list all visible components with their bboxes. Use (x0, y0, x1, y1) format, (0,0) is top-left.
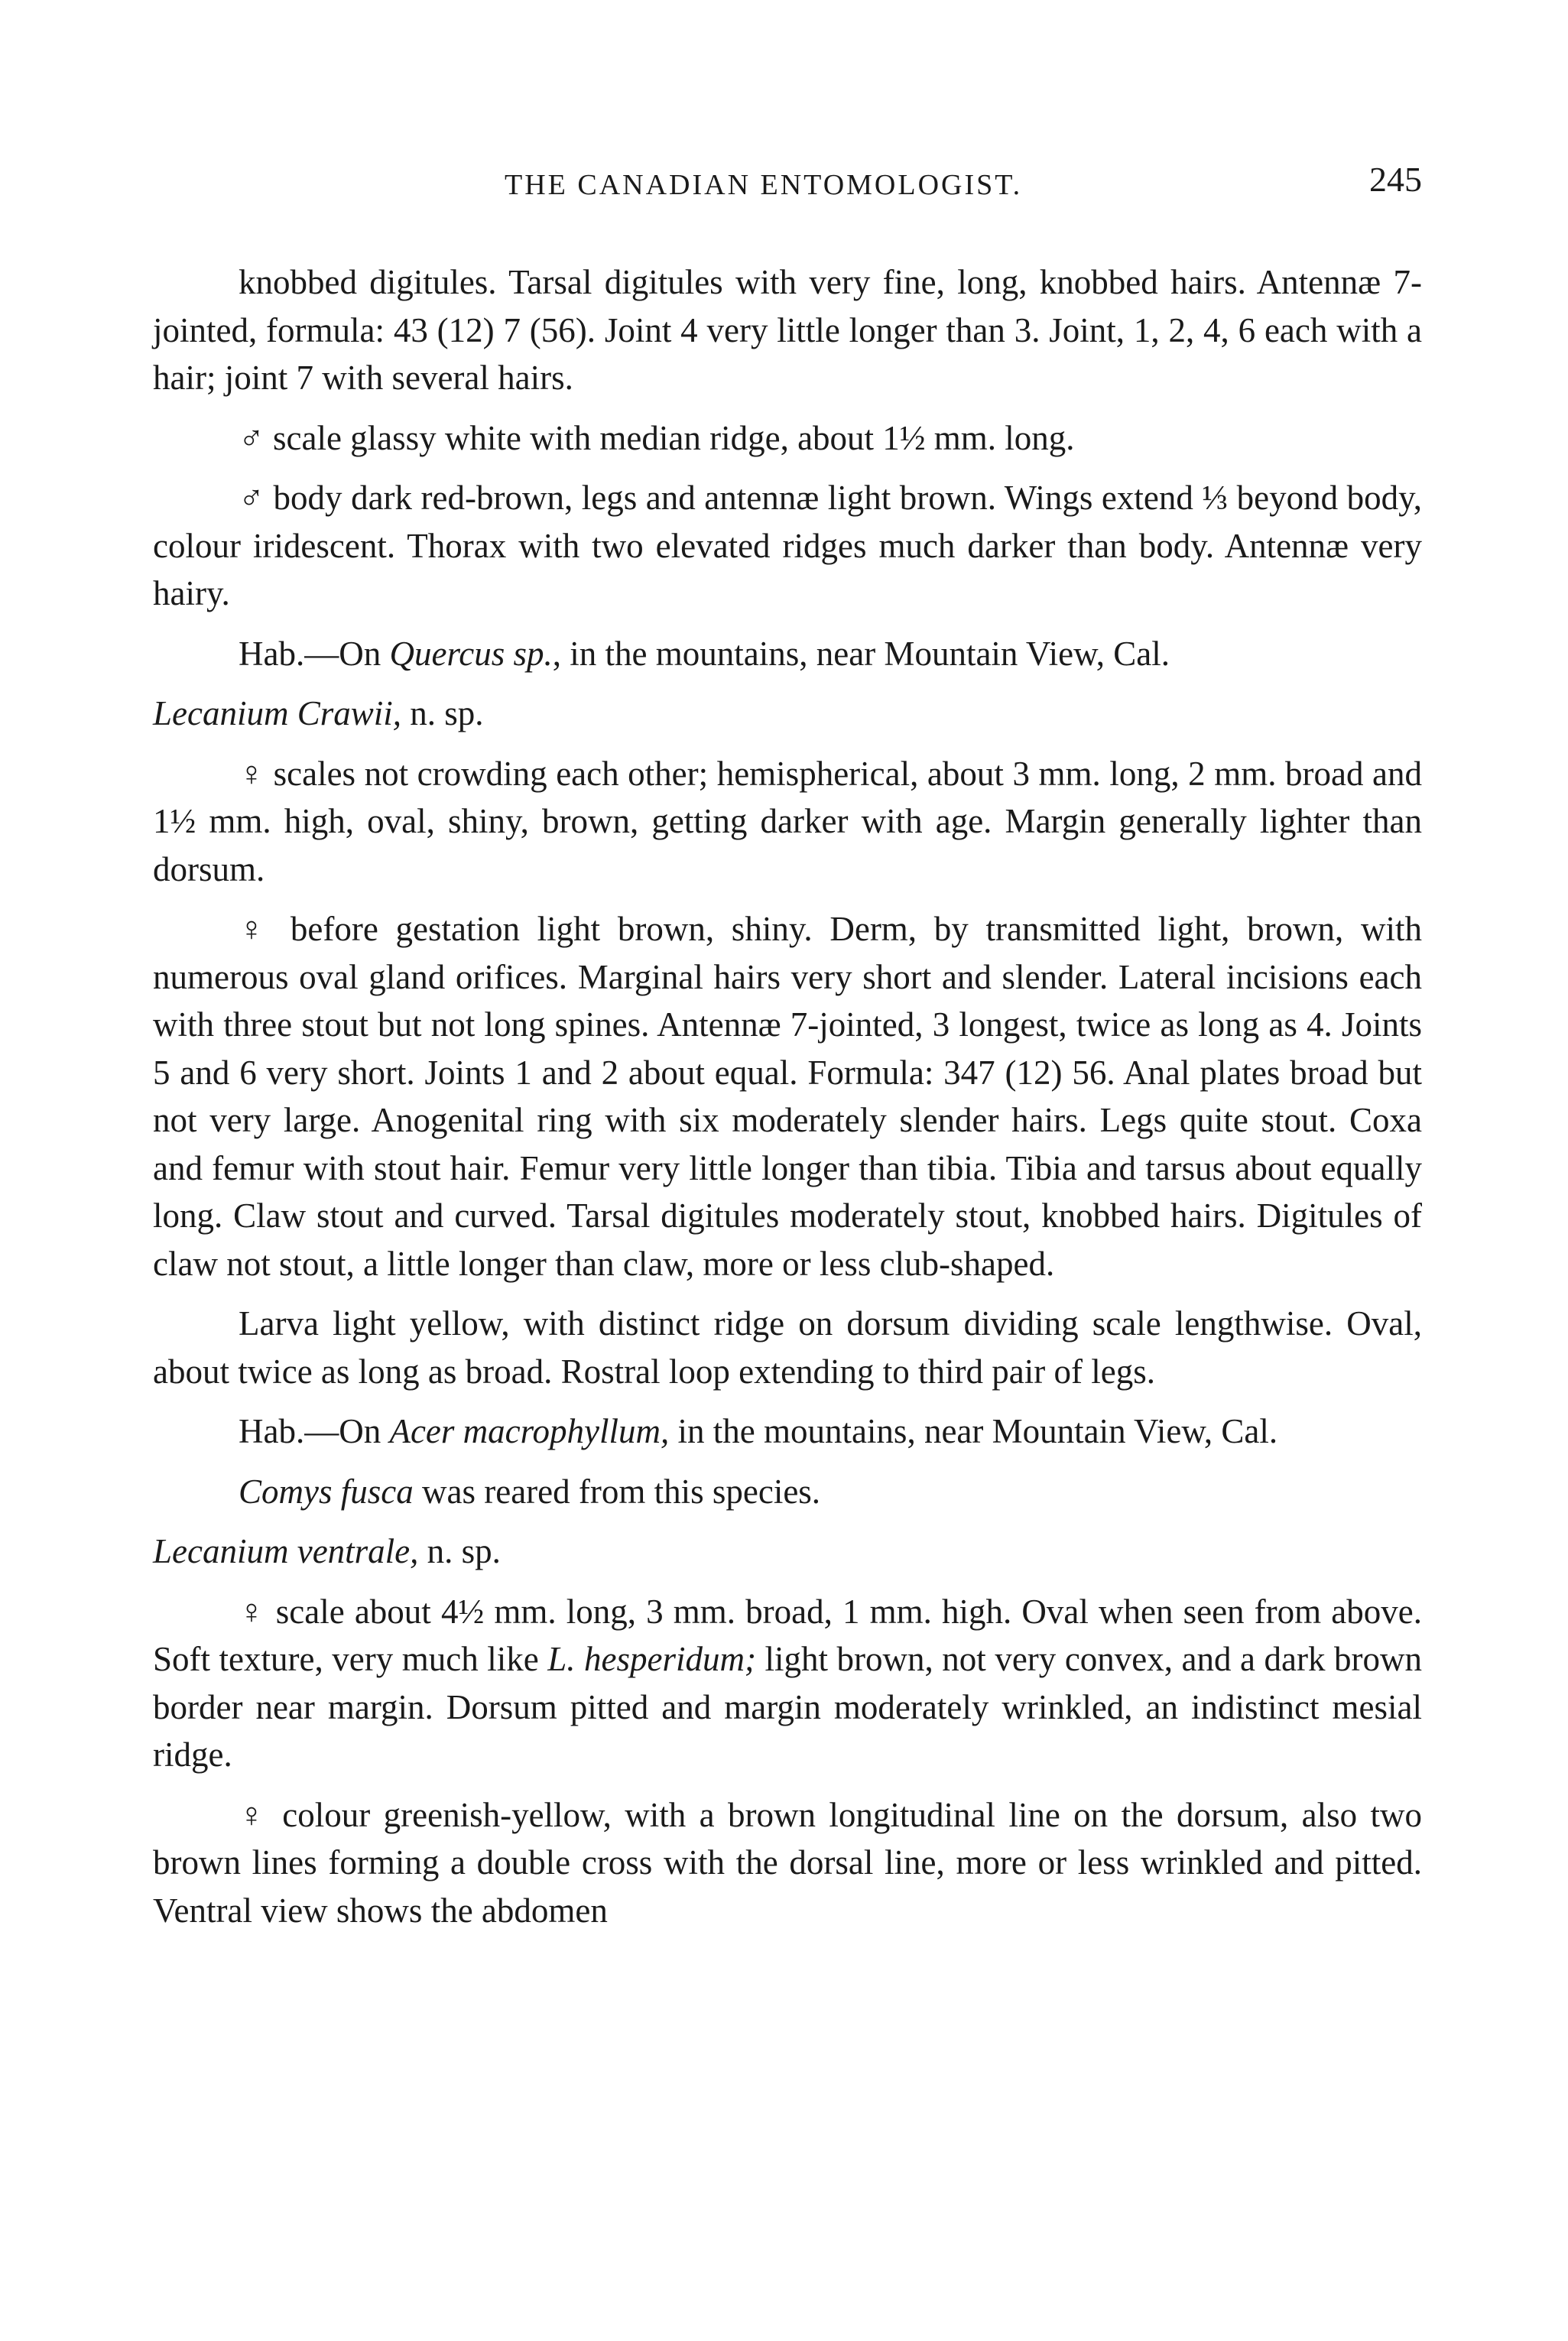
paragraph (153, 1588, 1422, 1779)
paragraph (153, 1468, 1422, 1516)
paragraph (153, 1300, 1422, 1395)
text-run: Hab.—On (239, 634, 390, 673)
page-number: 245 (1369, 160, 1422, 199)
text-run: ♀ colour greenish-yellow, with a brown longitudinal line on the dorsum, also two brown lines forming a double cross with the dorsal line, more or less wrinkled and pitted. Ventral view shows the abdomen (153, 1795, 1422, 1930)
document-page (153, 153, 1422, 1947)
species-heading (153, 690, 1422, 738)
paragraph (153, 630, 1422, 678)
running-title: THE CANADIAN ENTOMOLOGIST. (505, 169, 1023, 201)
italic-text: Comys fusca (239, 1472, 414, 1511)
text-run: light brown, not very convex, and a dark brown border near margin. Dorsum pitted and margin moderately wrinkled, an indistinct mesial ridge. (153, 1640, 1422, 1774)
species-heading (153, 1528, 1422, 1576)
paragraph (153, 905, 1422, 1287)
text-run: ♀ before gestation light brown, shiny. Derm, by transmitted light, brown, with numerous oval gland orifices. Marginal hairs very short and slender. Lateral incisions each with three stout but not long spines. Antennæ 7-jointed, 3 longest, twice as long as 4. Joints 5 and 6 very short. Joints 1 and 2 about equal. Formula: 347 (12) 56. Anal plates broad but not very large. Anogenital ring with six moderately slender hairs. Legs quite stout. Coxa and femur with stout hair. Femur very little longer than tibia. Tibia and tarsus about equally long. Claw stout and curved. Tarsal digitules moderately stout, knobbed hairs. Digitules of claw not stout, a little longer than claw, more or less club-shaped. (153, 910, 1422, 1283)
paragraph (153, 474, 1422, 618)
text-run: ♀ scale about 4½ mm. long, 3 mm. broad, 1 mm. high. Oval when seen from above. Soft texture, very much like (153, 1592, 1422, 1678)
italic-text: L. hesperidum; (547, 1640, 756, 1678)
text-run: n. sp. (418, 1532, 501, 1570)
text-run: ♂ scale glassy white with median ridge, about 1½ mm. long. (239, 418, 1075, 457)
text-run: Hab.—On (239, 1412, 390, 1450)
paragraph (153, 414, 1422, 463)
text-run: was reared from this species. (413, 1472, 821, 1511)
body-text (153, 258, 1422, 1934)
text-run: , in the mountains, near Mountain View, Cal. (552, 634, 1170, 673)
text-run: knobbed digitules. Tarsal digitules with very fine, long, knobbed hairs. Antennæ 7-jointed, formula: 43 (12) 7 (56). Joint 4 very little longer than 3. Joint, 1, 2, 4, 6 each with a hair; joint 7 with several hairs. (153, 263, 1422, 397)
text-run: in the mountains, near Mountain View, Cal. (669, 1412, 1278, 1450)
italic-text: Acer macrophyllum, (389, 1412, 670, 1450)
paragraph (153, 1408, 1422, 1456)
paragraph (153, 750, 1422, 894)
italic-text: Lecanium Crawii, (153, 694, 402, 732)
text-run: Larva light yellow, with distinct ridge on dorsum dividing scale lengthwise. Oval, about twice as long as broad. Rostral loop extending to third pair of legs. (153, 1304, 1422, 1391)
page-header (153, 153, 1422, 214)
text-run: n. sp. (401, 694, 484, 732)
italic-text: Lecanium ventrale, (153, 1532, 419, 1570)
text-run: ♀ scales not crowding each other; hemispherical, about 3 mm. long, 2 mm. broad and 1½ mm. high, oval, shiny, brown, getting darker with age. Margin generally lighter than dorsum. (153, 754, 1422, 888)
italic-text: Quercus sp. (389, 634, 553, 673)
paragraph (153, 258, 1422, 402)
paragraph (153, 1791, 1422, 1935)
text-run: ♂ body dark red-brown, legs and antennæ light brown. Wings extend ⅓ beyond body, colour iridescent. Thorax with two elevated ridges much darker than body. Antennæ very hairy. (153, 479, 1422, 612)
